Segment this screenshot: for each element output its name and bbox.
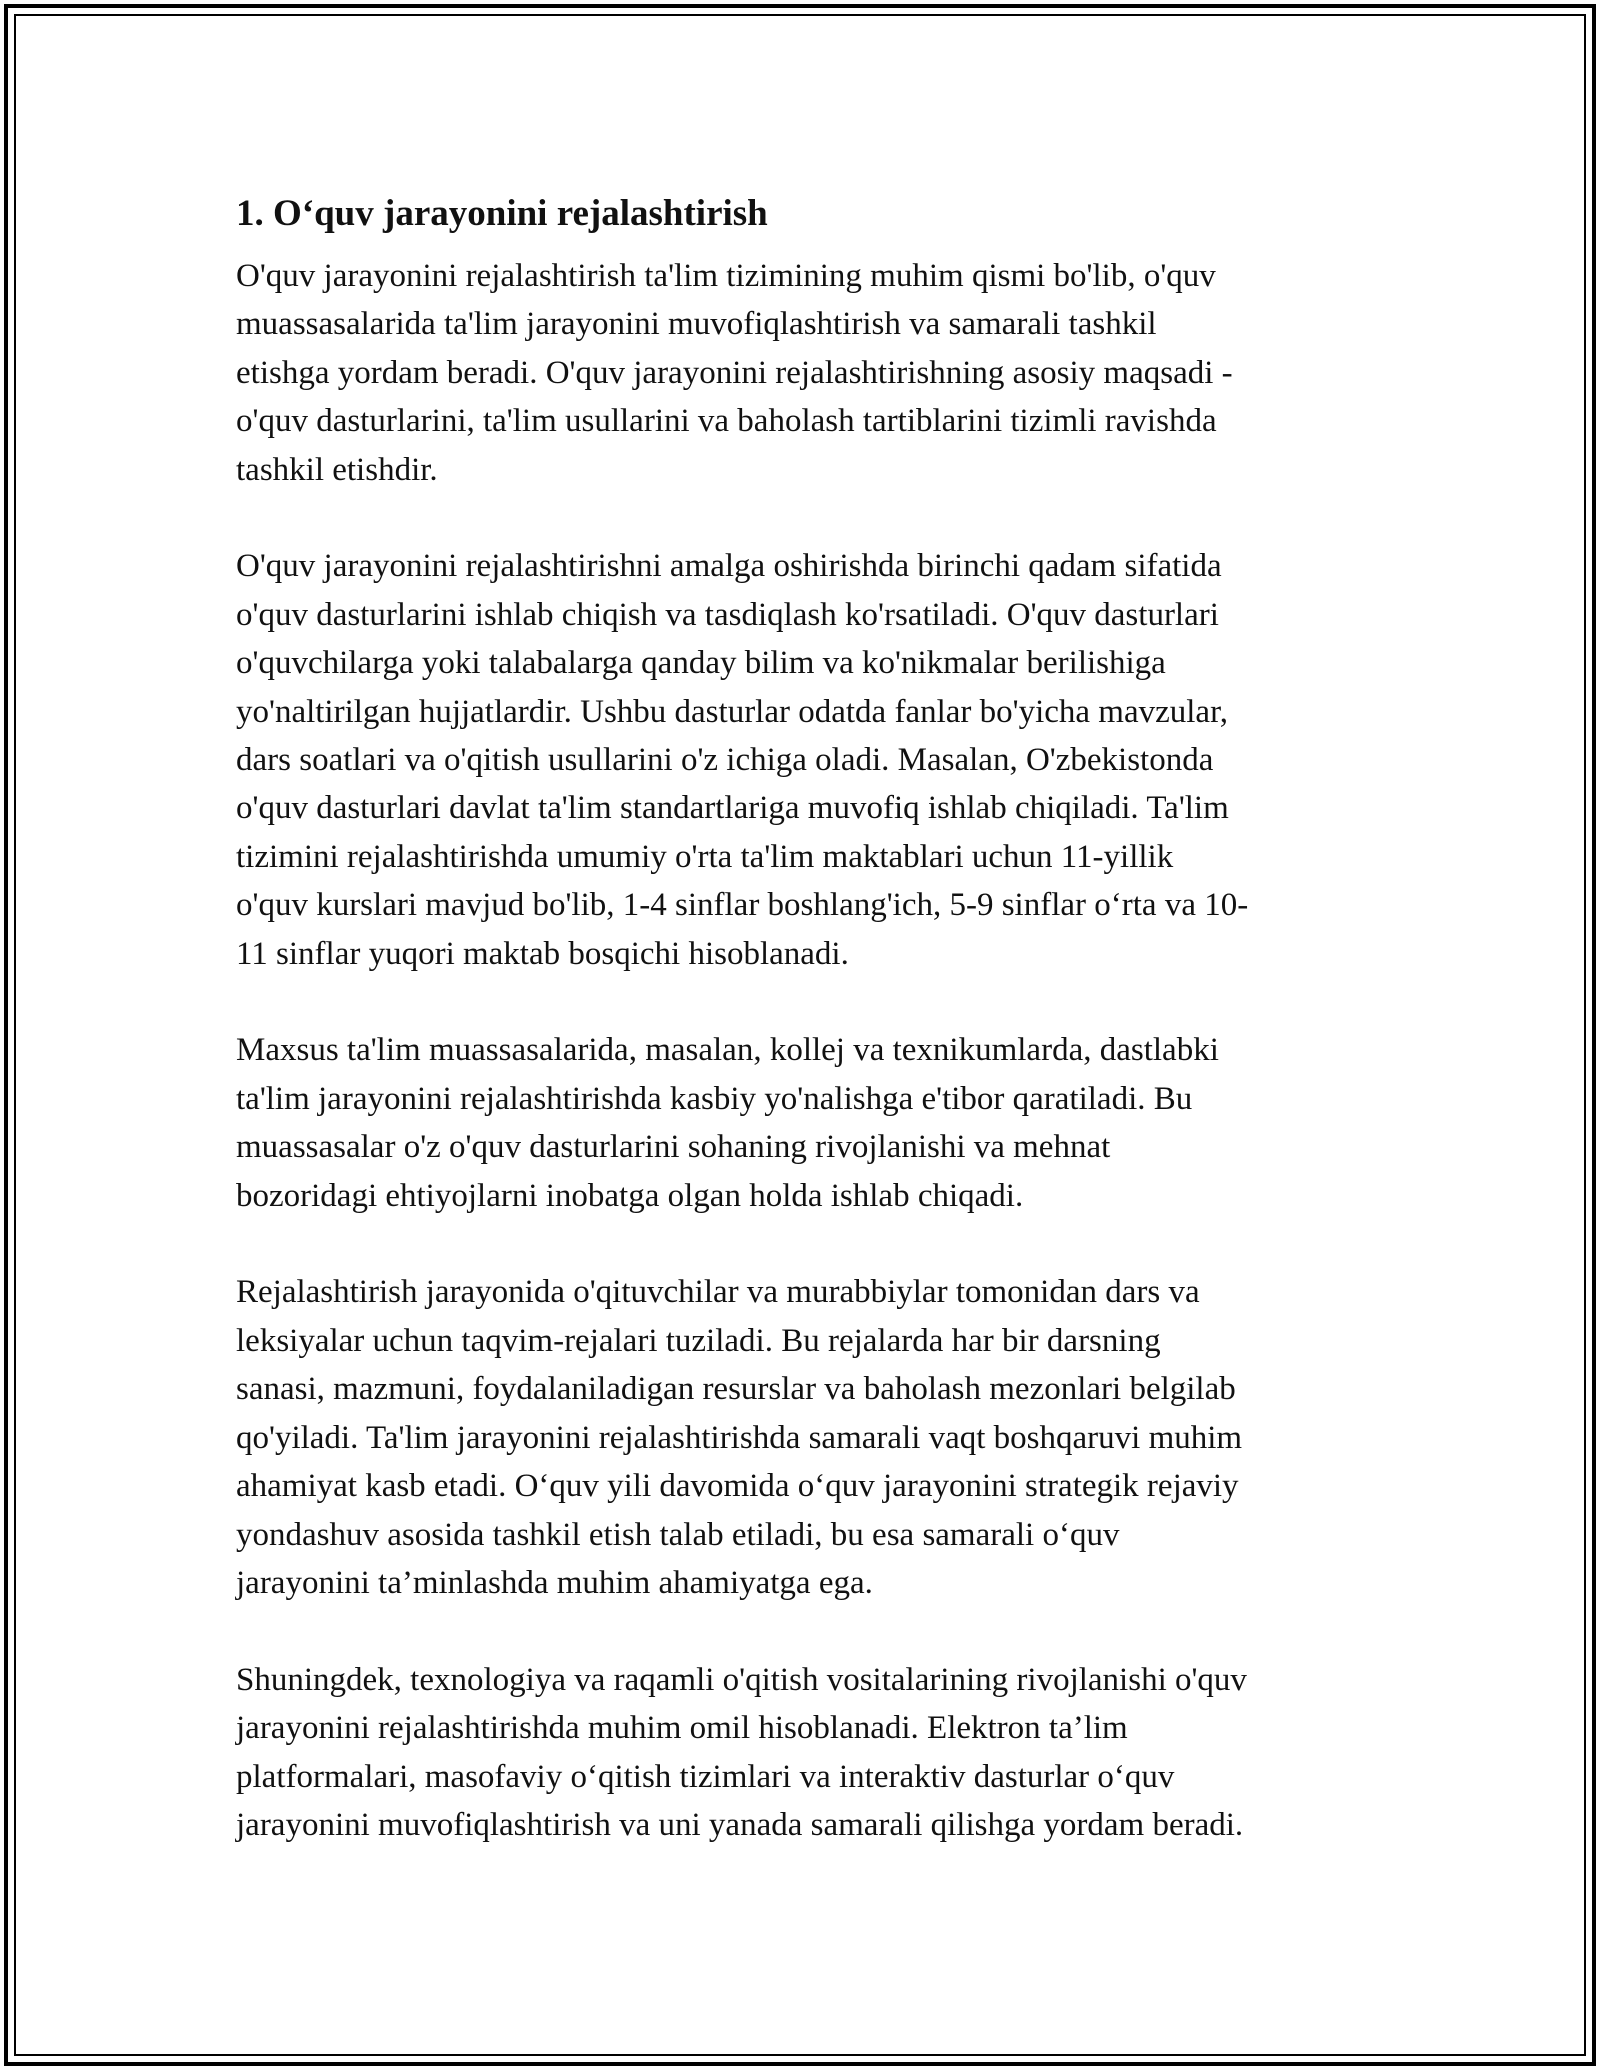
text-line: o'quv kurslari mavjud bo'lib, 1-4 sinflar boshlang'ich, 5-9 sinflar o‘rta va 10-: [236, 887, 1249, 924]
text-line: ta'lim jarayonini rejalashtirishda kasbiy yo'nalishga e'tibor qaratiladi. Bu: [236, 1080, 1193, 1117]
text-line: O'quv jarayonini rejalashtirish ta'lim tizimining muhim qismi bo'lib, o'quv: [236, 258, 1216, 294]
text-line: yondashuv asosida tashkil etish talab etiladi, bu esa samarali o‘quv: [236, 1516, 1120, 1553]
text-line: dars soatlari va o'qitish usullarini o'z ichiga oladi. Masalan, O'zbekistonda: [236, 742, 1214, 779]
text-line: Rejalashtirish jarayonida o'qituvchilar va murabbiylar tomonidan dars va: [236, 1274, 1200, 1311]
paragraph-list: [236, 252, 1386, 1849]
body-paragraph: [236, 542, 1386, 978]
text-line: Shuningdek, texnologiya va raqamli o'qitish vositalarining rivojlanishi o'quv: [236, 1661, 1247, 1698]
text-line: tashkil etishdir.: [236, 451, 438, 488]
text-line: ahamiyat kasb etadi. O‘quv yili davomida o‘quv jarayonini strategik rejaviy: [236, 1468, 1239, 1505]
section-heading: 1. O‘quv jarayonini rejalashtirish: [236, 193, 768, 234]
text-line: yo'naltirilgan hujjatlardir. Ushbu dasturlar odatda fanlar bo'yicha mavzular,: [236, 693, 1228, 730]
text-line: o'quv dasturlarini, ta'lim usullarini va baholash tartiblarini tizimli ravishda: [236, 403, 1217, 440]
body-paragraph: [236, 1656, 1386, 1850]
text-line: etishga yordam beradi. O'quv jarayonini rejalashtirishning asosiy maqsadi -: [236, 354, 1233, 391]
text-line: platformalari, masofaviy o‘qitish tizimlari va interaktiv dasturlar o‘quv: [236, 1758, 1175, 1795]
text-line: jarayonini muvofiqlashtirish va uni yanada samarali qilishga yordam beradi.: [236, 1806, 1244, 1843]
text-line: qo'yiladi. Ta'lim jarayonini rejalashtirishda samarali vaqt boshqaruvi muhim: [236, 1419, 1243, 1456]
document-body: [236, 186, 1386, 1898]
text-line: jarayonini ta’minlashda muhim ahamiyatga ega.: [236, 1564, 873, 1601]
text-line: sanasi, mazmuni, foydalaniladigan resurslar va baholash mezonlari belgilab: [236, 1371, 1236, 1408]
text-line: o'quvchilarga yoki talabalarga qanday bilim va ko'nikmalar berilishiga: [236, 645, 1166, 682]
text-line: leksiyalar uchun taqvim-rejalari tuziladi. Bu rejalarda har bir darsning: [236, 1322, 1161, 1359]
body-paragraph: [236, 1268, 1386, 1607]
body-paragraph: [236, 252, 1386, 494]
text-line: 11 sinflar yuqori maktab bosqichi hisoblanadi.: [236, 935, 849, 972]
text-line: Maxsus ta'lim muassasalarida, masalan, kollej va texnikumlarda, dastlabki: [236, 1032, 1219, 1069]
text-line: jarayonini rejalashtirishda muhim omil hisoblanadi. Elektron ta’lim: [236, 1710, 1128, 1747]
text-line: o'quv dasturlarini ishlab chiqish va tasdiqlash ko'rsatiladi. O'quv dasturlari: [236, 596, 1219, 633]
text-line: o'quv dasturlari davlat ta'lim standartlariga muvofiq ishlab chiqiladi. Ta'lim: [236, 790, 1229, 827]
text-line: O'quv jarayonini rejalashtirishni amalga oshirishda birinchi qadam sifatida: [236, 548, 1222, 585]
body-paragraph: [236, 1026, 1386, 1220]
text-line: tizimini rejalashtirishda umumiy o'rta ta'lim maktablari uchun 11-yillik: [236, 838, 1174, 875]
text-line: muassasalarida ta'lim jarayonini muvofiqlashtirish va samarali tashkil: [236, 306, 1157, 343]
text-line: muassasalar o'z o'quv dasturlarini sohaning rivojlanishi va mehnat: [236, 1129, 1111, 1166]
text-line: bozoridagi ehtiyojlarni inobatga olgan holda ishlab chiqadi.: [236, 1177, 1024, 1214]
